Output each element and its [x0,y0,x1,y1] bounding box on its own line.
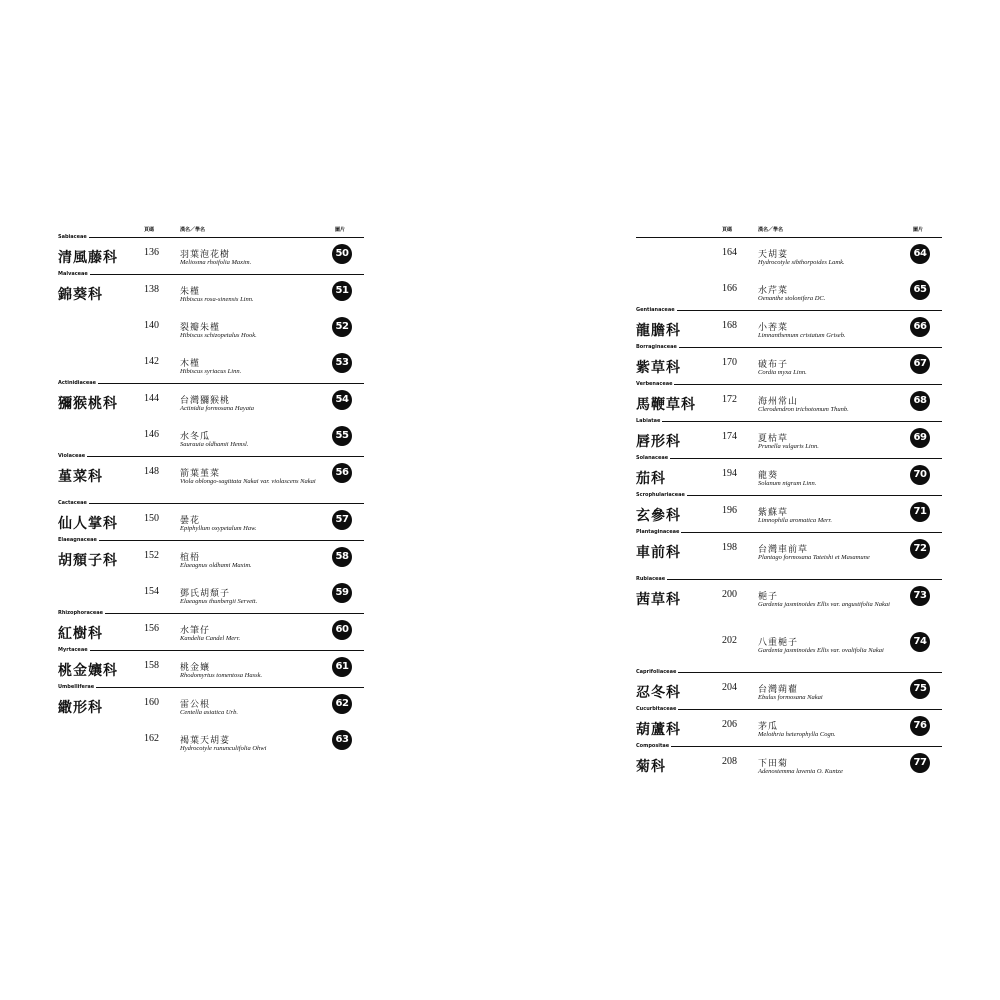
plant-chinese-name: 八重梔子 [758,638,799,648]
plant-entry [636,348,942,384]
plant-chinese-name: 夏枯草 [758,434,789,444]
photo-number-badge: 56 [332,463,352,483]
family-group [636,743,942,783]
page-number: 194 [722,468,737,479]
family-chinese-name: 車前科 [636,545,681,561]
plant-entry [636,459,942,495]
plant-entry [58,384,364,420]
family-chinese-name: 紫草科 [636,360,681,376]
family-latin-name: Elaeagnaceae [58,537,97,543]
family-group [58,453,364,504]
plant-scientific-name: Hydrocotyle rununculifolia Ohwi [180,745,267,752]
family-group [58,234,364,275]
family-chinese-name: 獼猴桃科 [58,396,118,412]
plant-scientific-name: Elaeagnus thunbergii Servett. [180,598,258,605]
plant-scientific-name: Saurauia oldhamii Hemsl. [180,441,249,448]
photo-number-badge: 50 [332,244,352,264]
photo-number-badge: 60 [332,620,352,640]
page-number: 172 [722,394,737,405]
plant-scientific-name: Cordia myxa Linn. [758,369,807,376]
plant-chinese-name: 雷公根 [180,700,211,710]
family-group [58,271,364,384]
page-number: 202 [722,635,737,646]
family-group [58,610,364,651]
family-latin-name: Umbelliferae [58,684,95,690]
plant-scientific-name: Hibiscus schizopetalus Hook. [180,332,257,339]
plant-entry [58,275,364,311]
family-group [58,537,364,614]
family-chinese-name: 桃金孃科 [58,663,118,679]
family-chinese-name: 仙人掌科 [58,516,118,532]
family-latin-name: Solanaceae [636,455,669,461]
plant-chinese-name: 裂瓣朱槿 [180,323,221,333]
family-latin-name: Sabiaceae [58,234,87,240]
plant-scientific-name: Hibiscus rosa-sinensis Linn. [180,296,254,303]
header-name: 漢名／學名 [758,227,784,233]
page-number: 146 [144,429,159,440]
left-column [58,222,364,760]
plant-chinese-name: 水冬瓜 [180,432,211,442]
photo-number-badge: 70 [910,465,930,485]
photo-number-badge: 74 [910,632,930,652]
photo-number-badge: 63 [332,730,352,750]
plant-scientific-name: Gardenia jasminoides Ellis var. ovalifolia Nakai [758,647,884,654]
plant-scientific-name: Plantago formosana Tateishi et Masamune [758,554,870,561]
plant-scientific-name: Solanum nigrum Linn. [758,480,817,487]
plant-chinese-name: 朱槿 [180,287,201,297]
page-number: 162 [144,733,159,744]
plant-chinese-name: 茅瓜 [758,722,779,732]
family-latin-name: Cucurbitaceae [636,706,677,712]
photo-number-badge: 69 [910,428,930,448]
family-latin-name: Myrtaceae [58,647,88,653]
photo-number-badge: 67 [910,354,930,374]
photo-number-badge: 53 [332,353,352,373]
plant-entry [58,651,364,687]
page-number: 206 [722,719,737,730]
plant-entry [58,347,364,383]
plant-scientific-name: Centella asiatica Urb. [180,709,238,716]
plant-chinese-name: 羽葉泡花樹 [180,250,231,260]
plant-scientific-name: Kandelia Candel Merr. [180,635,241,642]
family-latin-name: Plantaginaceae [636,529,680,535]
page-number: 150 [144,513,159,524]
photo-number-badge: 65 [910,280,930,300]
photo-number-badge: 71 [910,502,930,522]
plant-chinese-name: 水芹菜 [758,286,789,296]
plant-entry [636,385,942,421]
plant-scientific-name: Meliosma rhoifolia Maxim. [180,259,252,266]
photo-number-badge: 51 [332,281,352,301]
page-number: 142 [144,356,159,367]
page-number: 170 [722,357,737,368]
plant-scientific-name: Gardenia jasminoides Ellis var. angustifolia Nakai [758,601,890,608]
family-chinese-name: 葫蘆科 [636,722,681,738]
family-group [636,576,942,673]
plant-chinese-name: 箭葉堇菜 [180,469,221,479]
page-number: 148 [144,466,159,477]
header-photo: 圖片 [335,227,346,233]
family-group [58,647,364,688]
photo-number-badge: 62 [332,694,352,714]
header-name: 漢名／學名 [180,227,206,233]
family-group [636,706,942,747]
plant-chinese-name: 椬梧 [180,553,201,563]
family-chinese-name: 錦葵科 [58,287,103,303]
plant-entry [636,533,942,579]
family-chinese-name: 馬鞭草科 [636,397,696,413]
page-number: 160 [144,697,159,708]
plant-scientific-name: Ebulus formosana Nakai [758,694,823,701]
page-number: 154 [144,586,159,597]
page-number: 138 [144,284,159,295]
photo-number-badge: 73 [910,586,930,606]
photo-number-badge: 72 [910,539,930,559]
family-latin-name: Caprifoliaceae [636,669,677,675]
page-number: 168 [722,320,737,331]
photo-number-badge: 54 [332,390,352,410]
family-latin-name: Labiatae [636,418,661,424]
plant-scientific-name: Hibiscus syriacus Linn. [180,368,242,375]
photo-number-badge: 61 [332,657,352,677]
family-group [636,344,942,385]
family-latin-name: Scrophulariaceae [636,492,685,498]
plant-entry [636,311,942,347]
family-latin-name: Actinidiaceae [58,380,96,386]
header-photo: 圖片 [913,227,924,233]
family-group [636,529,942,580]
family-group [636,381,942,422]
page-number: 198 [722,542,737,553]
plant-scientific-name: Viola oblongo-sagittata Nakai var. violascens Nakai [180,478,316,485]
family-chinese-name: 忍冬科 [636,685,681,701]
plant-scientific-name: Actinidia formosana Hayata [180,405,255,412]
plant-entry [636,673,942,709]
family-group [58,380,364,457]
family-chinese-name: 茜草科 [636,592,681,608]
plant-entry [636,747,942,783]
plant-entry [58,541,364,577]
plant-chinese-name: 下田菊 [758,759,789,769]
plant-chinese-name: 褐葉天胡荽 [180,736,231,746]
column-header [636,222,942,238]
family-latin-name: Violaceae [58,453,86,459]
family-latin-name: Malvaceae [58,271,88,277]
header-page: 頁碼 [144,227,155,233]
plant-entry [58,504,364,540]
family-latin-name: Gentianaceae [636,307,675,313]
family-group [636,307,942,348]
page-number: 164 [722,247,737,258]
page-number: 166 [722,283,737,294]
plant-entry [636,274,942,310]
plant-chinese-name: 龍葵 [758,471,779,481]
family-chinese-name: 茄科 [636,471,666,487]
plant-entry [636,496,942,532]
family-chinese-name: 玄參科 [636,508,681,524]
plant-chinese-name: 梔子 [758,592,779,602]
plant-scientific-name: Adenostemma lavenia O. Kuntze [758,768,843,775]
plant-entry [58,420,364,456]
family-chinese-name: 紅樹科 [58,626,103,642]
plant-chinese-name: 小莕菜 [758,323,789,333]
family-chinese-name: 清風藤科 [58,250,118,266]
page-number: 144 [144,393,159,404]
plant-scientific-name: Rhodomyrtus tomentosa Hassk. [180,672,263,679]
plant-chinese-name: 水筆仔 [180,626,211,636]
photo-number-badge: 66 [910,317,930,337]
page-number: 140 [144,320,159,331]
family-chinese-name: 唇形科 [636,434,681,450]
photo-number-badge: 52 [332,317,352,337]
plant-chinese-name: 紫蘇草 [758,508,789,518]
right-column [636,222,942,783]
plant-chinese-name: 桃金孃 [180,663,211,673]
family-group [58,500,364,541]
page-number: 152 [144,550,159,561]
plant-scientific-name: Prunella vulgaris Linn. [758,443,819,450]
plant-entry [58,577,364,613]
photo-number-badge: 76 [910,716,930,736]
plant-scientific-name: Epiphyllum oxypetalum Haw. [180,525,257,532]
family-chinese-name: 堇菜科 [58,469,103,485]
photo-number-badge: 58 [332,547,352,567]
plant-scientific-name: Limnophila aromatica Merr. [758,517,832,524]
family-chinese-name: 胡頹子科 [58,553,118,569]
page-number: 158 [144,660,159,671]
plant-scientific-name: Limnanthemum cristatum Griseb. [758,332,846,339]
photo-number-badge: 75 [910,679,930,699]
plant-scientific-name: Oenanthe stolonifera DC. [758,295,826,302]
family-latin-name: Rhizophoraceae [58,610,104,616]
family-group [636,492,942,533]
plant-chinese-name: 鄧氏胡頹子 [180,589,231,599]
family-latin-name: Cactaceae [58,500,87,506]
plant-entry [58,238,364,274]
plant-entry [636,238,942,274]
plant-entry [636,626,942,672]
plant-chinese-name: 台灣獼猴桃 [180,396,231,406]
photo-number-badge: 77 [910,753,930,773]
plant-chinese-name: 台灣車前草 [758,545,809,555]
page-number: 196 [722,505,737,516]
plant-entry [58,457,364,503]
plant-chinese-name: 曇花 [180,516,201,526]
plant-scientific-name: Elaeagnus oldhami Maxim. [180,562,252,569]
photo-number-badge: 68 [910,391,930,411]
plant-entry [58,688,364,724]
plant-chinese-name: 天胡荽 [758,250,789,260]
family-group [636,418,942,459]
family-group [636,669,942,710]
page-number: 174 [722,431,737,442]
photo-number-badge: 55 [332,426,352,446]
plant-entry [58,311,364,347]
plant-entry [636,710,942,746]
plant-chinese-name: 台灣蒴藋 [758,685,799,695]
header-page: 頁碼 [722,227,733,233]
plant-entry [636,422,942,458]
page-number: 156 [144,623,159,634]
family-group [636,238,942,311]
plant-entry [636,580,942,626]
plant-entry [58,614,364,650]
plant-scientific-name: Hydrocotyle sibthorpoides Lamk. [758,259,845,266]
family-group [58,684,364,760]
family-latin-name: Verbenaceae [636,381,673,387]
plant-chinese-name: 木槿 [180,359,201,369]
page-number: 208 [722,756,737,767]
photo-number-badge: 59 [332,583,352,603]
plant-chinese-name: 海州常山 [758,397,799,407]
family-chinese-name: 繖形科 [58,700,103,716]
plant-scientific-name: Melothria heterophylla Cogn. [758,731,836,738]
column-header [58,222,364,238]
family-chinese-name: 菊科 [636,759,666,775]
page-number: 204 [722,682,737,693]
family-latin-name: Compositae [636,743,670,749]
plant-scientific-name: Clerodendron trichotomum Thunb. [758,406,849,413]
photo-number-badge: 57 [332,510,352,530]
plant-entry [58,724,364,760]
family-chinese-name: 龍膽科 [636,323,681,339]
page-number: 200 [722,589,737,600]
plant-chinese-name: 破布子 [758,360,789,370]
family-latin-name: Rubiaceae [636,576,666,582]
page-number: 136 [144,247,159,258]
photo-number-badge: 64 [910,244,930,264]
family-latin-name: Borraginaceae [636,344,677,350]
